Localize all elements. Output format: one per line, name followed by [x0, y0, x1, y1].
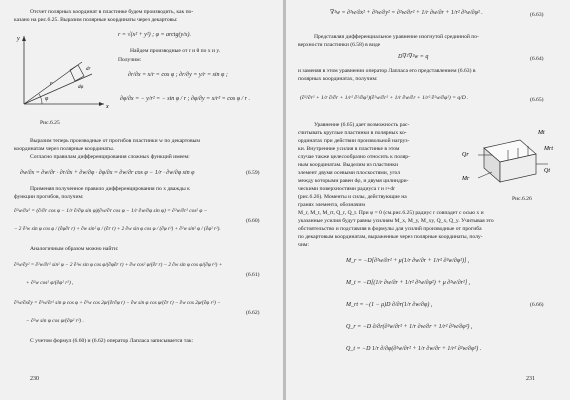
text-line: (рис.6.26). Моменты и силы, действующие на	[298, 194, 407, 200]
text-line: ным координатам. Выделим из пластинки	[298, 162, 398, 168]
text-line: Представляя дифференциальное уравнение изогнутой срединной по-	[314, 34, 479, 40]
text-line: чим:	[298, 242, 309, 248]
equation-number: (6.61)	[246, 272, 260, 278]
page-number: 231	[526, 376, 535, 382]
label-phi: φ	[45, 96, 49, 102]
equation-6-61-a: ∂²w/∂y² = ∂²w/∂r² sin² φ − 2 ∂²w sin φ cos φ/(∂φ∂r r) + ∂w cos² φ/(∂r r) − 2 ∂w sin φ cos φ/(∂φ r²) +	[14, 262, 223, 268]
equation-6-64: D∇²∇²w = q	[398, 54, 429, 60]
equation-6-60-a: ∂²w/∂x² = (∂/∂r cos φ − 1/r ∂/∂φ sin φ)(∂w/∂r cos φ − 1/r ∂w/∂φ sin φ) = ∂²w/∂r² cos² φ −	[14, 208, 208, 214]
text-line: по декартовым координатам, выраженные через полярные координаты, полу-	[298, 234, 483, 240]
equation-6-59: ∂w/∂x = ∂w/∂r · ∂r/∂x + ∂w/∂φ · ∂φ/∂x = ∂w/∂r cos φ − 1/r · ∂w/∂φ sin φ	[20, 170, 195, 176]
text-line: элемент двумя осевыми плоскостями, угол	[298, 170, 401, 176]
equation-number: (6.65)	[530, 97, 544, 103]
text-line: ческими поверхностями радиуса r и r+dr	[298, 186, 396, 192]
text-line: считывать круглые пластинки в полярных ко-	[298, 130, 407, 136]
figure-6-25	[12, 30, 112, 118]
arrow	[478, 172, 492, 178]
equation-6-66-mt: M_t = −D[(1/r ∂w/∂r + 1/r² ∂²w/∂φ²) + μ ∂²w/∂r²] ,	[346, 280, 471, 286]
text-line: ординатах при действии произвольной нагруз-	[298, 138, 410, 144]
equation-6-61-b: + ∂²w cos² φ/(∂φ² r²) ,	[26, 280, 74, 286]
text-line: Отсчет полярных координат в пластинке будем производить, как по-	[30, 9, 194, 15]
text-line: и заменяя в этом уравнении оператор Лапласа его представлением (6.63) в	[298, 68, 476, 74]
text-line: Получим:	[118, 57, 142, 63]
left-page	[0, 0, 284, 400]
text-line: ки. Внутренние усилия в пластинке в этом	[298, 146, 400, 152]
page-number: 230	[30, 376, 39, 382]
text-line: Выразим теперь производные от прогибов пластинки w по декартовым	[30, 138, 200, 144]
text-line: Уравнение (6.65) дает возможность рас-	[314, 122, 410, 128]
x-axis-arrow	[99, 102, 104, 106]
text-line: координатам через полярные координаты.	[14, 146, 115, 152]
label-mrt: Mrt	[544, 146, 553, 152]
text-line: казано на рис.6.25. Выразим полярные координаты через декартовы:	[14, 17, 178, 23]
label-dr: dr	[86, 67, 91, 72]
label-qr: Qr	[462, 152, 469, 158]
text-line: гранях элемента, обозначим	[298, 202, 365, 208]
equation-number: (6.66)	[530, 302, 544, 308]
equation-6-66-mrt: M_rt = −(1 − μ)D ∂/∂r(1/r ∂w/∂φ) ,	[346, 302, 433, 308]
equation-6-65: (∂²/∂r² + 1/r ∂/∂r + 1/r² ∂²/∂φ²)(∂²w/∂r² + 1/r ∂w/∂r + 1/r² ∂²w/∂φ²) = q/D .	[300, 95, 469, 101]
text-line: верхности пластинки (6.58) в виде	[298, 42, 381, 48]
label-qt: Qt	[544, 168, 550, 174]
equation-6-66-mr: M_r = −D[∂²w/∂r² + μ(1/r ∂w/∂r + 1/r² ∂²w/∂φ²)] ,	[346, 258, 470, 264]
equation-number: (6.63)	[530, 12, 544, 18]
figure-6-26	[458, 120, 562, 194]
text-line: Найдем производные от r и θ по x и y.	[130, 48, 221, 54]
equation-6-62-b: − ∂²w sin φ cos φ/(∂φ² r²) .	[26, 318, 84, 324]
equation-6-63: ∇²w = ∂²w/∂x² + ∂²w/∂y² = ∂²w/∂r² + 1/r ∂w/∂r + 1/r² ∂²w/∂φ² .	[330, 10, 483, 16]
figure-caption: Рис.6.26	[512, 196, 532, 202]
text-line: Согласно правилам дифференцирования сложных функций имеем:	[30, 154, 190, 160]
equation-number: (6.62)	[246, 310, 260, 316]
label-x: x	[106, 104, 109, 110]
equation-6-60-b: − 2 ∂²w sin φ cos φ / (∂φ∂r r) + ∂w sin² φ / (∂r r) + 2 ∂w sin φ cos φ / (∂φ r²) + ∂²w sin² φ / (∂φ² r²).	[14, 226, 221, 232]
text-line: функции прогибов, получим:	[14, 194, 84, 200]
equation-6-66-qr: Q_r = −D ∂/∂r(∂²w/∂r² + 1/r ∂w/∂r + 1/r² ∂²w/∂φ²) ,	[346, 324, 473, 330]
label-mr: Mr	[462, 176, 470, 182]
label-mt: Mt	[538, 130, 545, 136]
equation-6-66-qt: Q_t = −D 1/r ∂/∂φ(∂²w/∂r² + 1/r ∂w/∂r + 1/r² ∂²w/∂φ²) .	[346, 346, 482, 352]
text-line: указанные усилия будут равны усилиям M_x, M_y, M_xy, Q_x, Q_y. Учитывая это	[298, 218, 494, 224]
figure-caption: Рис.6.25	[40, 120, 60, 126]
text-line: M_r, M_t, M_rt, Q_r, Q_t. При φ = 0 (см.рис.6.25) радиус r совпадет с осью x и	[298, 210, 484, 216]
equation-deriv-1: ∂r/∂x = x/r = cos φ ; ∂r/∂y = y/r = sin φ ;	[128, 72, 228, 78]
text-line: случае также целесообразно относить к поляр-	[298, 154, 410, 160]
equation-6-62-a: ∂²w/∂x∂y = ∂²w/∂r² sin φ cos φ + ∂²w cos 2φ/(∂r∂φ r) − ∂w sin φ cos φ/(∂r r) − ∂w cos 2φ/(∂φ r²) −	[14, 300, 221, 306]
label-r: r	[50, 81, 53, 87]
equation-number: (6.60)	[246, 218, 260, 224]
y-axis-arrow	[22, 36, 26, 41]
equation-deriv-2: ∂φ/∂x = − y/r² = − sin φ / r ; ∂φ/∂y = x/r² = cos φ / r .	[120, 96, 251, 102]
text-line: Применяя полученное правило дифференцирования по x дважды к	[30, 186, 190, 192]
right-page	[286, 0, 570, 400]
text-line: обстоятельство и подставляя в формулы для усилий производные от прогиба	[298, 226, 482, 232]
label-y: y	[17, 36, 20, 42]
text-line: полярных координатах, получим:	[298, 76, 378, 82]
angle-arc	[39, 94, 42, 104]
text-line: между которыми равен dφ, и двумя цилиндри-	[298, 178, 409, 184]
equation-number: (6.64)	[530, 56, 544, 62]
text-line: С учетом формул (6.60) и (6.62) оператор Лапласа записывается так:	[30, 338, 194, 344]
equation-number: (6.59)	[246, 170, 260, 176]
equation-polar: r = √(x² + y²) ; φ = arctg(y/x).	[118, 32, 191, 38]
text-line: Аналогичным образом можно найти:	[30, 246, 119, 252]
label-dphi: dφ	[78, 85, 84, 90]
